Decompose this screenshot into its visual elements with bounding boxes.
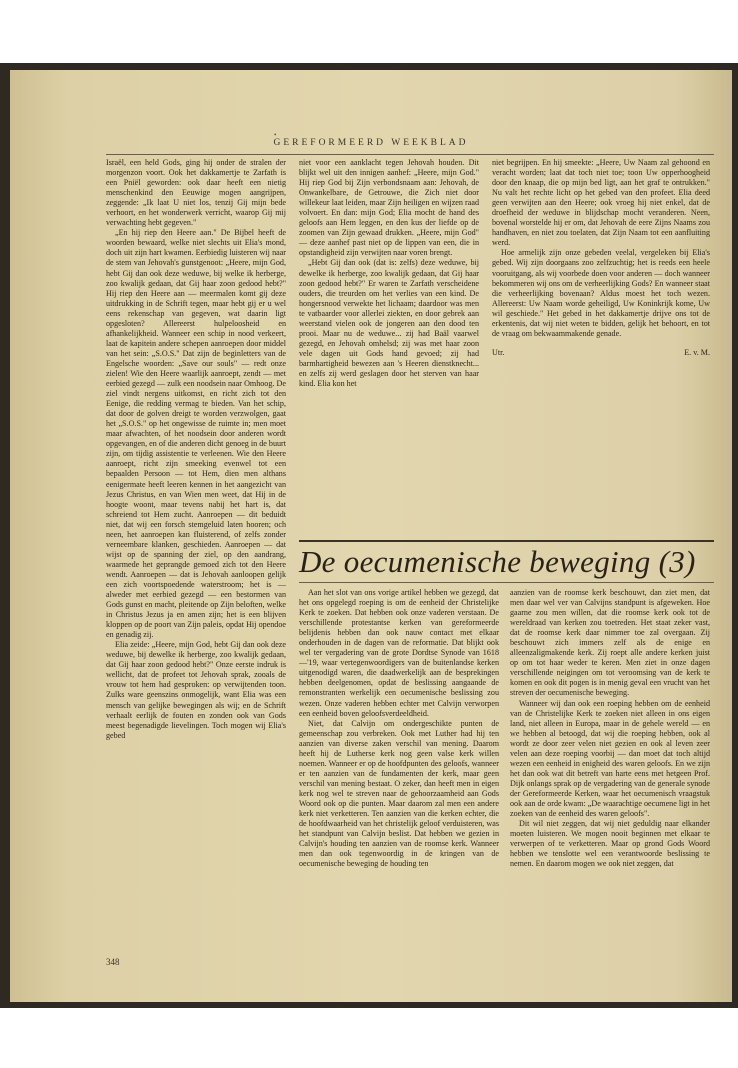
newspaper-page (10, 70, 732, 1002)
column-5 (510, 588, 710, 944)
paragraph: Elia zeide: „Heere, mijn God, hebt Gij dan ook deze weduwe, bij dewelke ik herberge, zoo kwalijk gedaan, dat Gij haar zoon gedood hebt?" Onze eerste indruk is wellicht, dat de profeet tot Jehovah sprak, zooals de vrouw tot hem had gesproken: op verwijtenden toon. Zulks ware geenszins onmogelijk, want Elia was een mensch van gelijke bewegingen als wij; en de Schrift verhaalt eerlijk de fouten en zonden ook van Gods meest begenadigde lievelingen. Toch mogen wij Elia's gebed (106, 640, 286, 740)
paragraph: niet begrijpen. En hij smeekte: „Heere, Uw Naam zal gehoond en veracht worden; laat dat toch niet toe; toon Uw opperhoogheid door den knaap, die op mijn bed ligt, aan het graf te ontrukken." Nu valt het rechte licht op het gebed van den profeet. Elia deed geen verwijten aan den Heere; ook vroeg hij niet enkel, dat de droefheid der weduwe in blijdschap mocht veranderen. Neen, bovenal worstelde hij er om, dat Jehovah de eere Zijns Naams zou handhaven, en niet zou toelaten, dat Zijn Naam tot een aanfluiting werd. (492, 158, 710, 248)
column-3 (492, 158, 710, 538)
paragraph: „Hebt Gij dan ook (dat is: zelfs) deze weduwe, bij dewelke ik herberge, zoo kwalijk gedaan, dat Gij haar zoon gedood hebt?" Er waren te Zarfath verscheidene ouders, die treurden om het verlies van een kind. De hongersnood verwekte het lichaam; daardoor was men te vatbaarder voor allerlei ziekten, en door gebrek aan weerstand vielen ook de jongeren aan den dood ten prooi. Maar nu de weduwe... zij had Baäl vaarwel gezegd, en Jehovah omhelsd; zij was met haar zoon vele dagen uit Gods hand gevoed; zij had barmhartigheid bewezen aan 's Heeren dienstknecht... en zelfs zij werd geslagen door het sterven van haar kind. Elia kon het (299, 258, 479, 389)
signature-place: Utr. (492, 347, 505, 357)
signature-author: E. v. M. (684, 347, 710, 357)
header-rule (106, 154, 714, 155)
page-header: GEREFORMEERD WEEKBLAD (273, 138, 469, 148)
page-number: 348 (106, 957, 120, 967)
article-title: De oecumenische beweging (3) (299, 544, 696, 579)
paragraph: Niet, dat Calvijn om ondergeschikte punten de gemeenschap zou verbreken. Ook met Luther had hij ten aanzien van diverse zaken verschil van mening. Daarom heeft hij de Lutherse kerk nog geen valse kerk willen noemen. Wanneer er op de hoofdpunten des geloofs, wanneer er ten aanzien van de fundamenten der kerk, maar geen verschil van mening bestaat. O zeker, dan heeft men in eigen kerk nog wel te streven naar de gehoorzaamheid aan Gods Woord ook op die punten. Maar daarom zal men een andere kerk niet verketteren. Ten aanzien van die kerken echter, die de hoofdwaarheid van het christelijk geloof verduisteren, was het standpunt van Calvijn beslist. Dat hebben we gezien in Calvijn's houding ten aanzien van de roomse kerk. Wanneer men dan ook tegenwoordig in de kringen van de oecumenische beweging de houding ten (299, 718, 499, 869)
column-4 (299, 588, 499, 944)
title-rule (299, 582, 714, 583)
signature-line (492, 348, 710, 358)
column-2 (299, 158, 479, 538)
paragraph: niet voor een aanklacht tegen Jehovah houden. Dit blijkt wel uit den innigen aanhef: „Heere, mijn God." Hij riep God bij Zijn verbondsnaam aan: Jehovah, de Onwankelbare, de Getrouwe, die Zich niet door willekeur laat leiden, maar Zijn heiligen en wijzen raad volvoert. En dan: mijn God; Elia mocht de hand des geloofs aan Hem leggen, en den kus der liefde op de zoomen van Zijn gewaad drukken. „Heere, mijn God" — deze aanhef past niet op de lippen van een, die in opstandigheid zijn verwijten naar voren brengt. (299, 158, 479, 258)
column-1 (106, 158, 286, 942)
paragraph: Aan het slot van ons vorige artikel hebben we gezegd, dat het ons opgelegd roeping is om de eenheid der Christelijke Kerk te zoeken. Dat hebben ook onze vaderen verstaan. De verschillende protestantse kerken van gereformeerde belijdenis hebben dan ook nauw contact met elkaar onderhouden in de dagen van de reformatie. Dat blijkt ook wel ter vergadering van de grote Dordtse Synode van 1618—'19, waar vertegenwoordigers van de buitenlandse kerken uitgenodigd waren, die daadwerkelijk aan de besprekingen hebben deelgenomen, opdat de beslissing aangaande de remonstranten werkelijk een oecumenische beslissing zou wezen. Onze vaderen hebben echter met Calvijn verworpen een eenheid boven geloofsverdeeldheid. (299, 588, 499, 718)
article-divider (299, 540, 714, 542)
paragraph: aanzien van de roomse kerk beschouwt, dan ziet men, dat men daar wel ver van Calvijns standpunt is afgeweken. Hoe gaarne zou men willen, dat die roomse kerk ook tot de wereldraad van kerken zou toetreden. Het staat zeker vast, dat de roomse kerk daar nimmer toe zal overgaan. Zij beschouwt zich immers zelf als de enige en alleenzaligmakende kerk. Zij roept alle andere kerken juist op om tot haar weder te keren. Men ziet in onze dagen verschillende neigingen om tot veroomsing van de kerk te komen en ook dit pogen is in menig geval een vrucht van het streven der oecumenische beweging. (510, 588, 710, 698)
paragraph: Hoe armelijk zijn onze gebeden veelal, vergeleken bij Elia's gebed. Wij zijn doorgaans zoo zelfzuchtig; het is reeds een heele vooruitgang, als wij voorbede doen voor anderen — doch wanneer bekommeren wij ons om de verheerlijking Gods? En wanneer staat die verheerlijking bovenaan? Aldus moest het toch wezen. Allereerst: Uw Naam worde geheiligd, Uw Koninkrijk kome, Uw wil geschiede." Het gebed in het dakkamertje drijve ons tot de erkentenis, dat wij niet weten te bidden, gelijk het behoort, en tot de vraag om bekwaammakende genade. (492, 248, 710, 338)
paragraph: Israël, een held Gods, ging hij onder de stralen der morgenzon voort. Ook het dakkamertje te Zarfath is een Pniël geworden: ook daar heeft een nietig menschenkind den Eeuwige mogen aangrijpen, zeggende: „Ik laat U niet los, tenzij Gij mijn bede verhoort, en het wonderwerk verricht, waarop Gij mij verwachting hebt gegeven." (106, 158, 286, 228)
paragraph: Wanneer wij dan ook een roeping hebben om de eenheid van de Christelijke Kerk te zoeken niet alleen in ons eigen land, niet alleen in Europa, maar in de gehele wereld — en we hebben al betoogd, dat wij die roeping hebben, ook al wordt ze door zeer velen niet gezien en ook al leven zeer velen aan deze roeping voorbij — dan moet dat toch altijd wezen een eenheid in enigheid des waren geloofs. En we zijn het dan ook wat dit betreft van harte eens met hetgeen Prof. Dijk onlangs sprak op de vergadering van de generale synode der Gereformeerde Kerken, waar het oecumenisch vraagstuk ook aan de orde kwam: „De waarachtige oecumene ligt in het zoeken van de eenheid des waren geloofs". (510, 698, 710, 819)
paragraph: „En hij riep den Heere aan." De Bijbel heeft de woorden bewaard, welke niet slechts uit Elia's mond, doch uit zijn hart kwamen. Eerbiedig luisteren wij naar de stem van Jehovah's gunstgenoot: „Heere, mijn God, hebt Gij dan ook deze weduwe, bij welke ik herberge, zoo kwalijk gedaan, dat Gij haar zoon gedood hebt?" Hij riep den Heere aan — meermalen komt gij deze uitdrukking in de Schrift tegen, maar hebt gij er u wel eens rekenschap van gegeven, wat daarin ligt opgesloten? Allereerst hulpeloosheid en afhankelijkheid. Wanneer een schip in nood verkeert, laat de kapitein andere schepen aanroepen door middel van het sein: „S.O.S." Dat zijn de beginletters van de Engelsche woorden: „Save our souls" — redt onze zielen! Wie den Heere waarlijk aanroept, zendt — met eerbied gezegd — zulk een noodsein naar Omhoog. De ziel vindt nergens uitkomst, en richt zich tot den Eenige, die redding vermag te bieden. Van het schip, dat door de golven dreigt te worden verzwolgen, gaat het „S.O.S." op het ongewisse de ruimte in; men moet maar afwachten, of het noodsein door anderen wordt opgevangen, en of die anderen dicht genoeg in de buurt zijn, om tijdig assistentie te verleenen. Wie den Heere aanroept, richt zijn smeeking evenwel tot een bepaalden Persoon — tot Hem, dien men althans eenigermate heeft leeren kennen in het aangezicht van Jezus Christus, en van Wien men weet, dat Hij in de hoogte woont, maar tevens nabij het hart is, dat schreiend tot Hem zucht. Aanroepen — dit beduidt niet, dat wij een forsch stemgeluid laten hooren; och neen, het aanroepen kan fluisterend, of zelfs zonder verneembare klanken, geschieden. Aanroepen — dat wijst op de spanning der ziel, op den aandrang, waarmede het geprangde gemoed zich tot den Heere wendt. Aanroepen — dat is Jehovah aanloopen gelijk een zich voortspoedende waterstroom; het is — alweder met eerbied gezegd — een bestormen van Gods gunst en macht, pleitende op Zijn beloften, welke in Christus Jezus ja en amen zijn; het is een blijven kloppen op de poort van Zijn paleis, opdat Hij opendoe en genadig zij. (106, 228, 286, 640)
header-ornament: • (274, 131, 277, 139)
paragraph: Dit wil niet zeggen, dat wij niet geduldig naar elkander moeten luisteren. We mogen nooit beginnen met elkaar te verwerpen of te verketteren. Maar op grond Gods Woord hebben we tenslotte wel een verantwoorde beslissing te nemen. En daarom mogen we ook niet zeggen, dat (510, 819, 710, 869)
